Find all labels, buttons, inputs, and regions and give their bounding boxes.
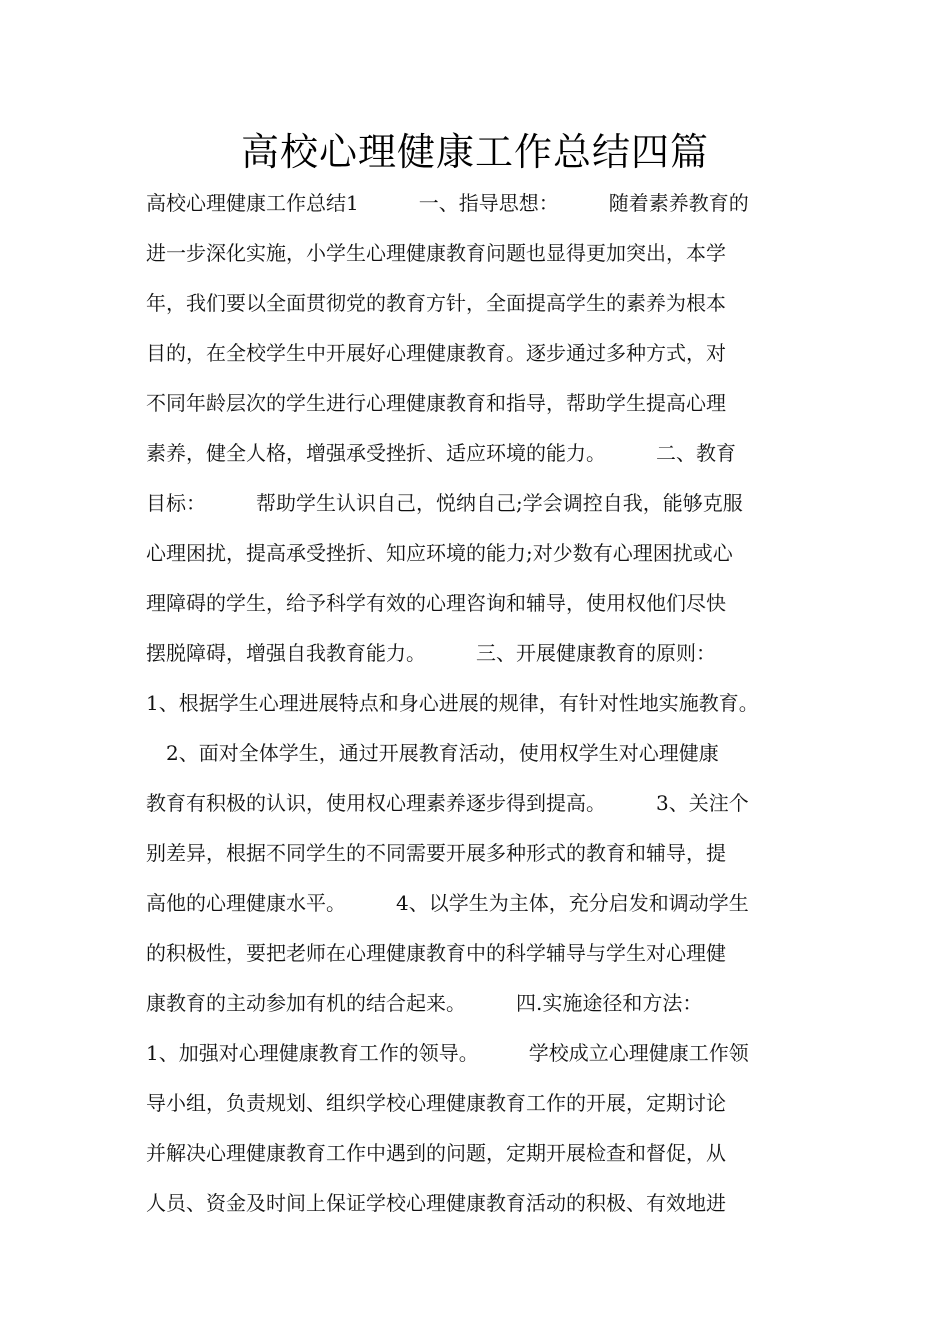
body-line: 摆脱障碍，增强自我教育能力。 三、开展健康教育的原则：: [146, 641, 716, 665]
body-line: 不同年龄层次的学生进行心理健康教育和指导，帮助学生提高心理: [146, 391, 726, 415]
document-body: [146, 178, 836, 1228]
body-line: 并解决心理健康教育工作中遇到的问题，定期开展检查和督促，从: [146, 1141, 726, 1165]
body-line: 1、加强对心理健康教育工作的领导。 学校成立心理健康工作领: [146, 1041, 749, 1065]
body-line: 年，我们要以全面贯彻党的教育方针，全面提高学生的素养为根本: [146, 291, 726, 315]
body-line: 康教育的主动参加有机的结合起来。 四.实施途径和方法：: [146, 991, 703, 1015]
body-line: 教育有积极的认识，使用权心理素养逐步得到提高。 3、关注个: [146, 791, 749, 815]
body-line: 别差异，根据不同学生的不同需要开展多种形式的教育和辅导，提: [146, 841, 726, 865]
body-line: 心理困扰，提高承受挫折、知应环境的能力;对少数有心理困扰或心: [146, 541, 733, 565]
body-line: 的积极性，要把老师在心理健康教育中的科学辅导与学生对心理健: [146, 941, 726, 965]
body-line: 素养，健全人格，增强承受挫折、适应环境的能力。 二、教育: [146, 441, 736, 465]
body-line: 高他的心理健康水平。 4、以学生为主体，充分启发和调动学生: [146, 891, 749, 915]
body-line: 人员、资金及时间上保证学校心理健康教育活动的积极、有效地进: [146, 1191, 726, 1215]
body-line: 高校心理健康工作总结1 一、指导思想： 随着素养教育的: [146, 191, 749, 215]
body-line: 导小组，负责规划、组织学校心理健康教育工作的开展，定期讨论: [146, 1091, 726, 1115]
body-line: 目的，在全校学生中开展好心理健康教育。逐步通过多种方式，对: [146, 341, 726, 365]
body-line: 理障碍的学生，给予科学有效的心理咨询和辅导，使用权他们尽快: [146, 591, 726, 615]
document-title: 高校心理健康工作总结四篇: [240, 130, 709, 174]
body-line: 2、面对全体学生，通过开展教育活动，使用权学生对心理健康: [146, 741, 719, 765]
body-line: 目标： 帮助学生认识自己，悦纳自己;学会调控自我，能够克服: [146, 491, 743, 515]
body-line: 1、根据学生心理进展特点和身心进展的规律，有针对性地实施教育。: [146, 691, 759, 715]
body-line: 进一步深化实施，小学生心理健康教育问题也显得更加突出，本学: [146, 241, 726, 265]
